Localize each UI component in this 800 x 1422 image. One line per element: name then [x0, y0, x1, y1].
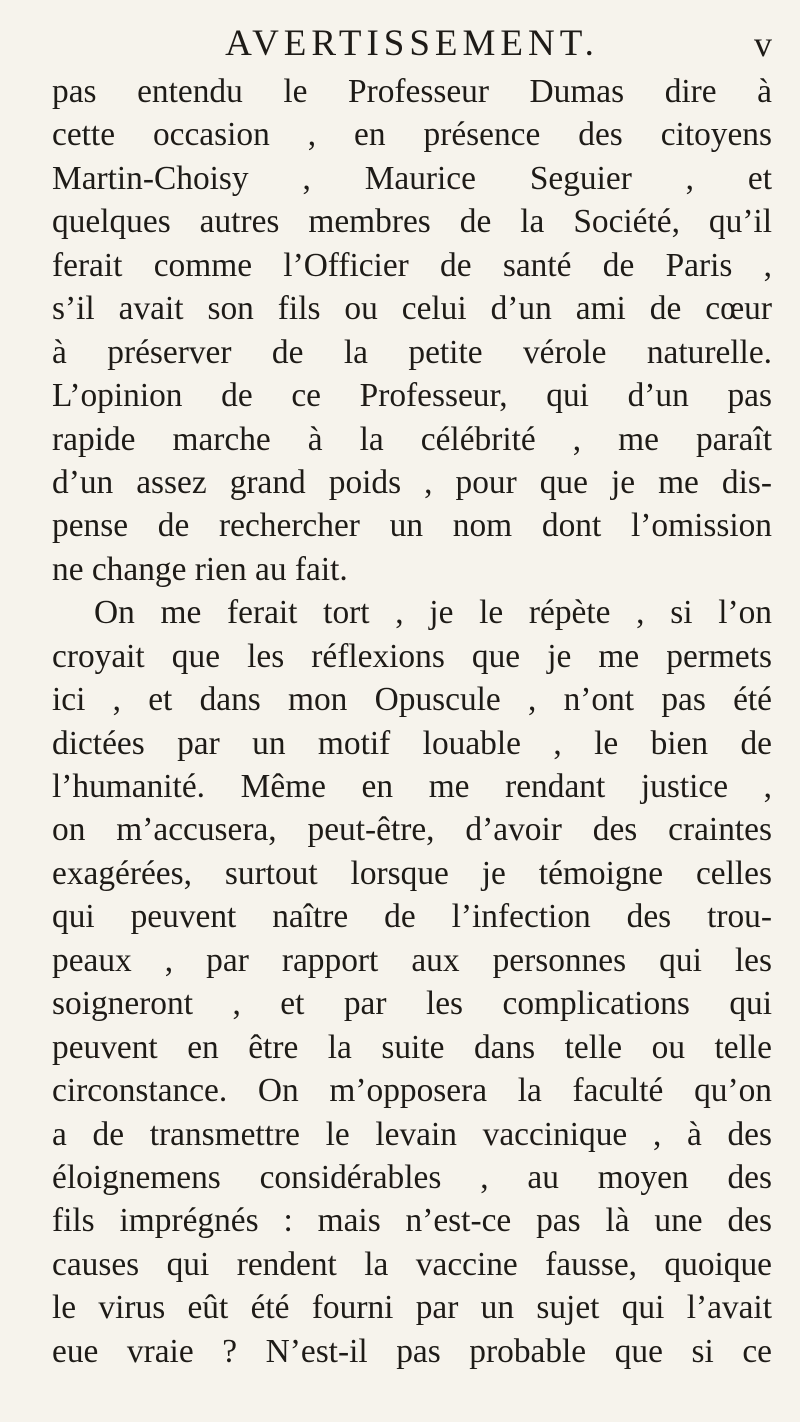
text-line: peuvent en être la suite dans telle ou telle — [52, 1028, 772, 1066]
text-line: croyait que les réflexions que je me permets — [52, 637, 772, 675]
text-line: qui peuvent naître de l’infection des trou- — [52, 898, 772, 936]
text-line: l’humanité. Même en me rendant justice , — [52, 768, 772, 805]
page-number: v — [754, 24, 772, 64]
text-line: peaux , par rapport aux personnes qui les — [52, 941, 772, 979]
text-line: le virus eût été fourni par un sujet qui l’avait — [52, 1289, 772, 1327]
text-line: a de transmettre le levain vaccinique , à des — [52, 1115, 772, 1153]
text-line: Martin-Choisy , Maurice Seguier , et — [52, 159, 772, 197]
text-line: causes qui rendent la vaccine fausse, quoique — [52, 1245, 772, 1283]
text-line: circonstance. On m’opposera la faculté qu’on — [52, 1072, 772, 1110]
text-line: pense de rechercher un nom dont l’omission — [52, 507, 772, 545]
running-title: AVERTISSEMENT. — [225, 23, 599, 64]
text-line: exagérées, surtout lorsque je témoigne celles — [52, 854, 772, 892]
text-line: ferait comme l’Officier de santé de Paris , — [52, 246, 772, 284]
text-line: éloignemens considérables , au moyen des — [52, 1158, 772, 1196]
text-line: on m’accusera, peut-être, d’avoir des craintes — [52, 811, 772, 849]
text-line: d’un assez grand poids , pour que je me dis- — [52, 463, 772, 501]
text-line: pas entendu le Professeur Dumas dire à — [52, 73, 772, 110]
text-line: s’il avait son fils ou celui d’un ami de cœur — [52, 290, 772, 328]
text-line: eue vraie ? N’est-il pas probable que si ce — [52, 1332, 772, 1370]
text-line: fils imprégnés : mais n’est-ce pas là une des — [52, 1202, 772, 1240]
text-line: ne change rien au fait. — [52, 550, 348, 588]
text-line: cette occasion , en présence des citoyens — [52, 116, 772, 154]
text-line: soigneront , et par les complications qui — [52, 985, 772, 1023]
text-line: dictées par un motif louable , le bien de — [52, 724, 772, 762]
text-line: ici , et dans mon Opuscule , n’ont pas été — [52, 681, 772, 719]
body-text — [52, 70, 772, 1373]
text-line: quelques autres membres de la Société, qu’il — [52, 203, 772, 241]
text-line: L’opinion de ce Professeur, qui d’un pas — [52, 377, 772, 415]
text-line: à préserver de la petite vérole naturelle. — [52, 333, 772, 371]
text-line: On me ferait tort , je le répète , si l’on — [94, 594, 772, 632]
text-line: rapide marche à la célébrité , me paraît — [52, 420, 772, 458]
